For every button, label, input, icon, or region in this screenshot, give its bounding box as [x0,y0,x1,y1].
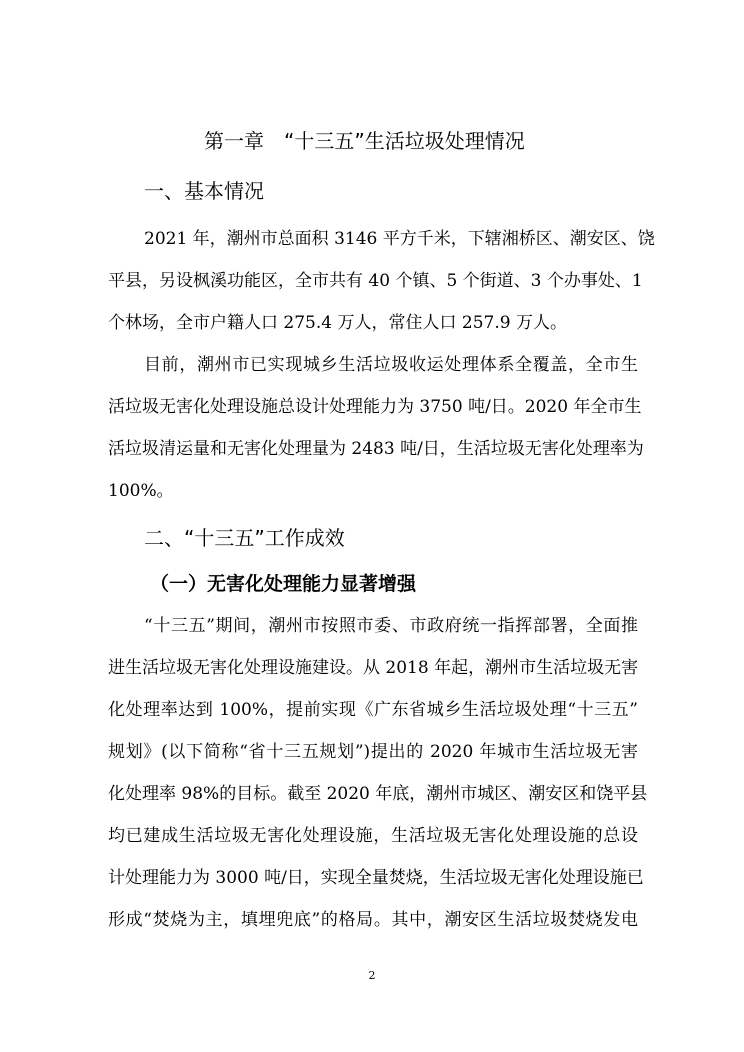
paragraph-line: 100%。 [108,481,174,501]
paragraph-line: 形成“焚烧为主，填埋兜底”的格局。其中，潮安区生活垃圾焚烧发电 [108,910,638,930]
paragraph-line: 活垃圾无害化处理设施总设计处理能力为 3750 吨/日。2020 年全市生 [108,397,642,417]
subsection-heading: （一）无害化处理能力显著增强 [150,573,417,595]
page-number: 2 [368,969,376,982]
chapter-title: 第一章 “十三五”生活垃圾处理情况 [204,129,525,153]
paragraph-line: 个林场，全市户籍人口 275.4 万人，常住人口 257.9 万人。 [108,313,567,333]
paragraph-line: 计处理能力为 3000 吨/日，实现全量焚烧，生活垃圾无害化处理设施已 [108,868,644,888]
paragraph-line: 化处理率达到 100%，提前实现《广东省城乡生活垃圾处理“十三五” [108,700,638,720]
paragraph-line: 平县，另设枫溪功能区，全市共有 40 个镇、5 个街道、3 个办事处、1 [108,271,643,291]
paragraph-line: 目前，潮州市已实现城乡生活垃圾收运处理体系全覆盖，全市生 [144,355,638,375]
paragraph-line: 活垃圾清运量和无害化处理量为 2483 吨/日，生活垃圾无害化处理率为 [108,439,644,459]
paragraph-line: 规划》(以下简称“省十三五规划”)提出的 2020 年城市生活垃圾无害 [108,742,638,762]
paragraph-line: 化处理率 98%的目标。截至 2020 年底，潮州市城区、潮安区和饶平县 [108,784,648,804]
paragraph-line: 进生活垃圾无害化处理设施建设。从 2018 年起，潮州市生活垃圾无害 [108,658,639,678]
paragraph-line: 2021 年，潮州市总面积 3146 平方千米，下辖湘桥区、潮安区、饶 [144,229,655,249]
paragraph-line: “十三五”期间，潮州市按照市委、市政府统一指挥部署，全面推 [144,616,638,636]
section-heading: 二、“十三五”工作成效 [144,526,345,550]
paragraph-line: 均已建成生活垃圾无害化处理设施，生活垃圾无害化处理设施的总设 [108,826,638,846]
section-heading: 一、基本情况 [144,179,264,203]
